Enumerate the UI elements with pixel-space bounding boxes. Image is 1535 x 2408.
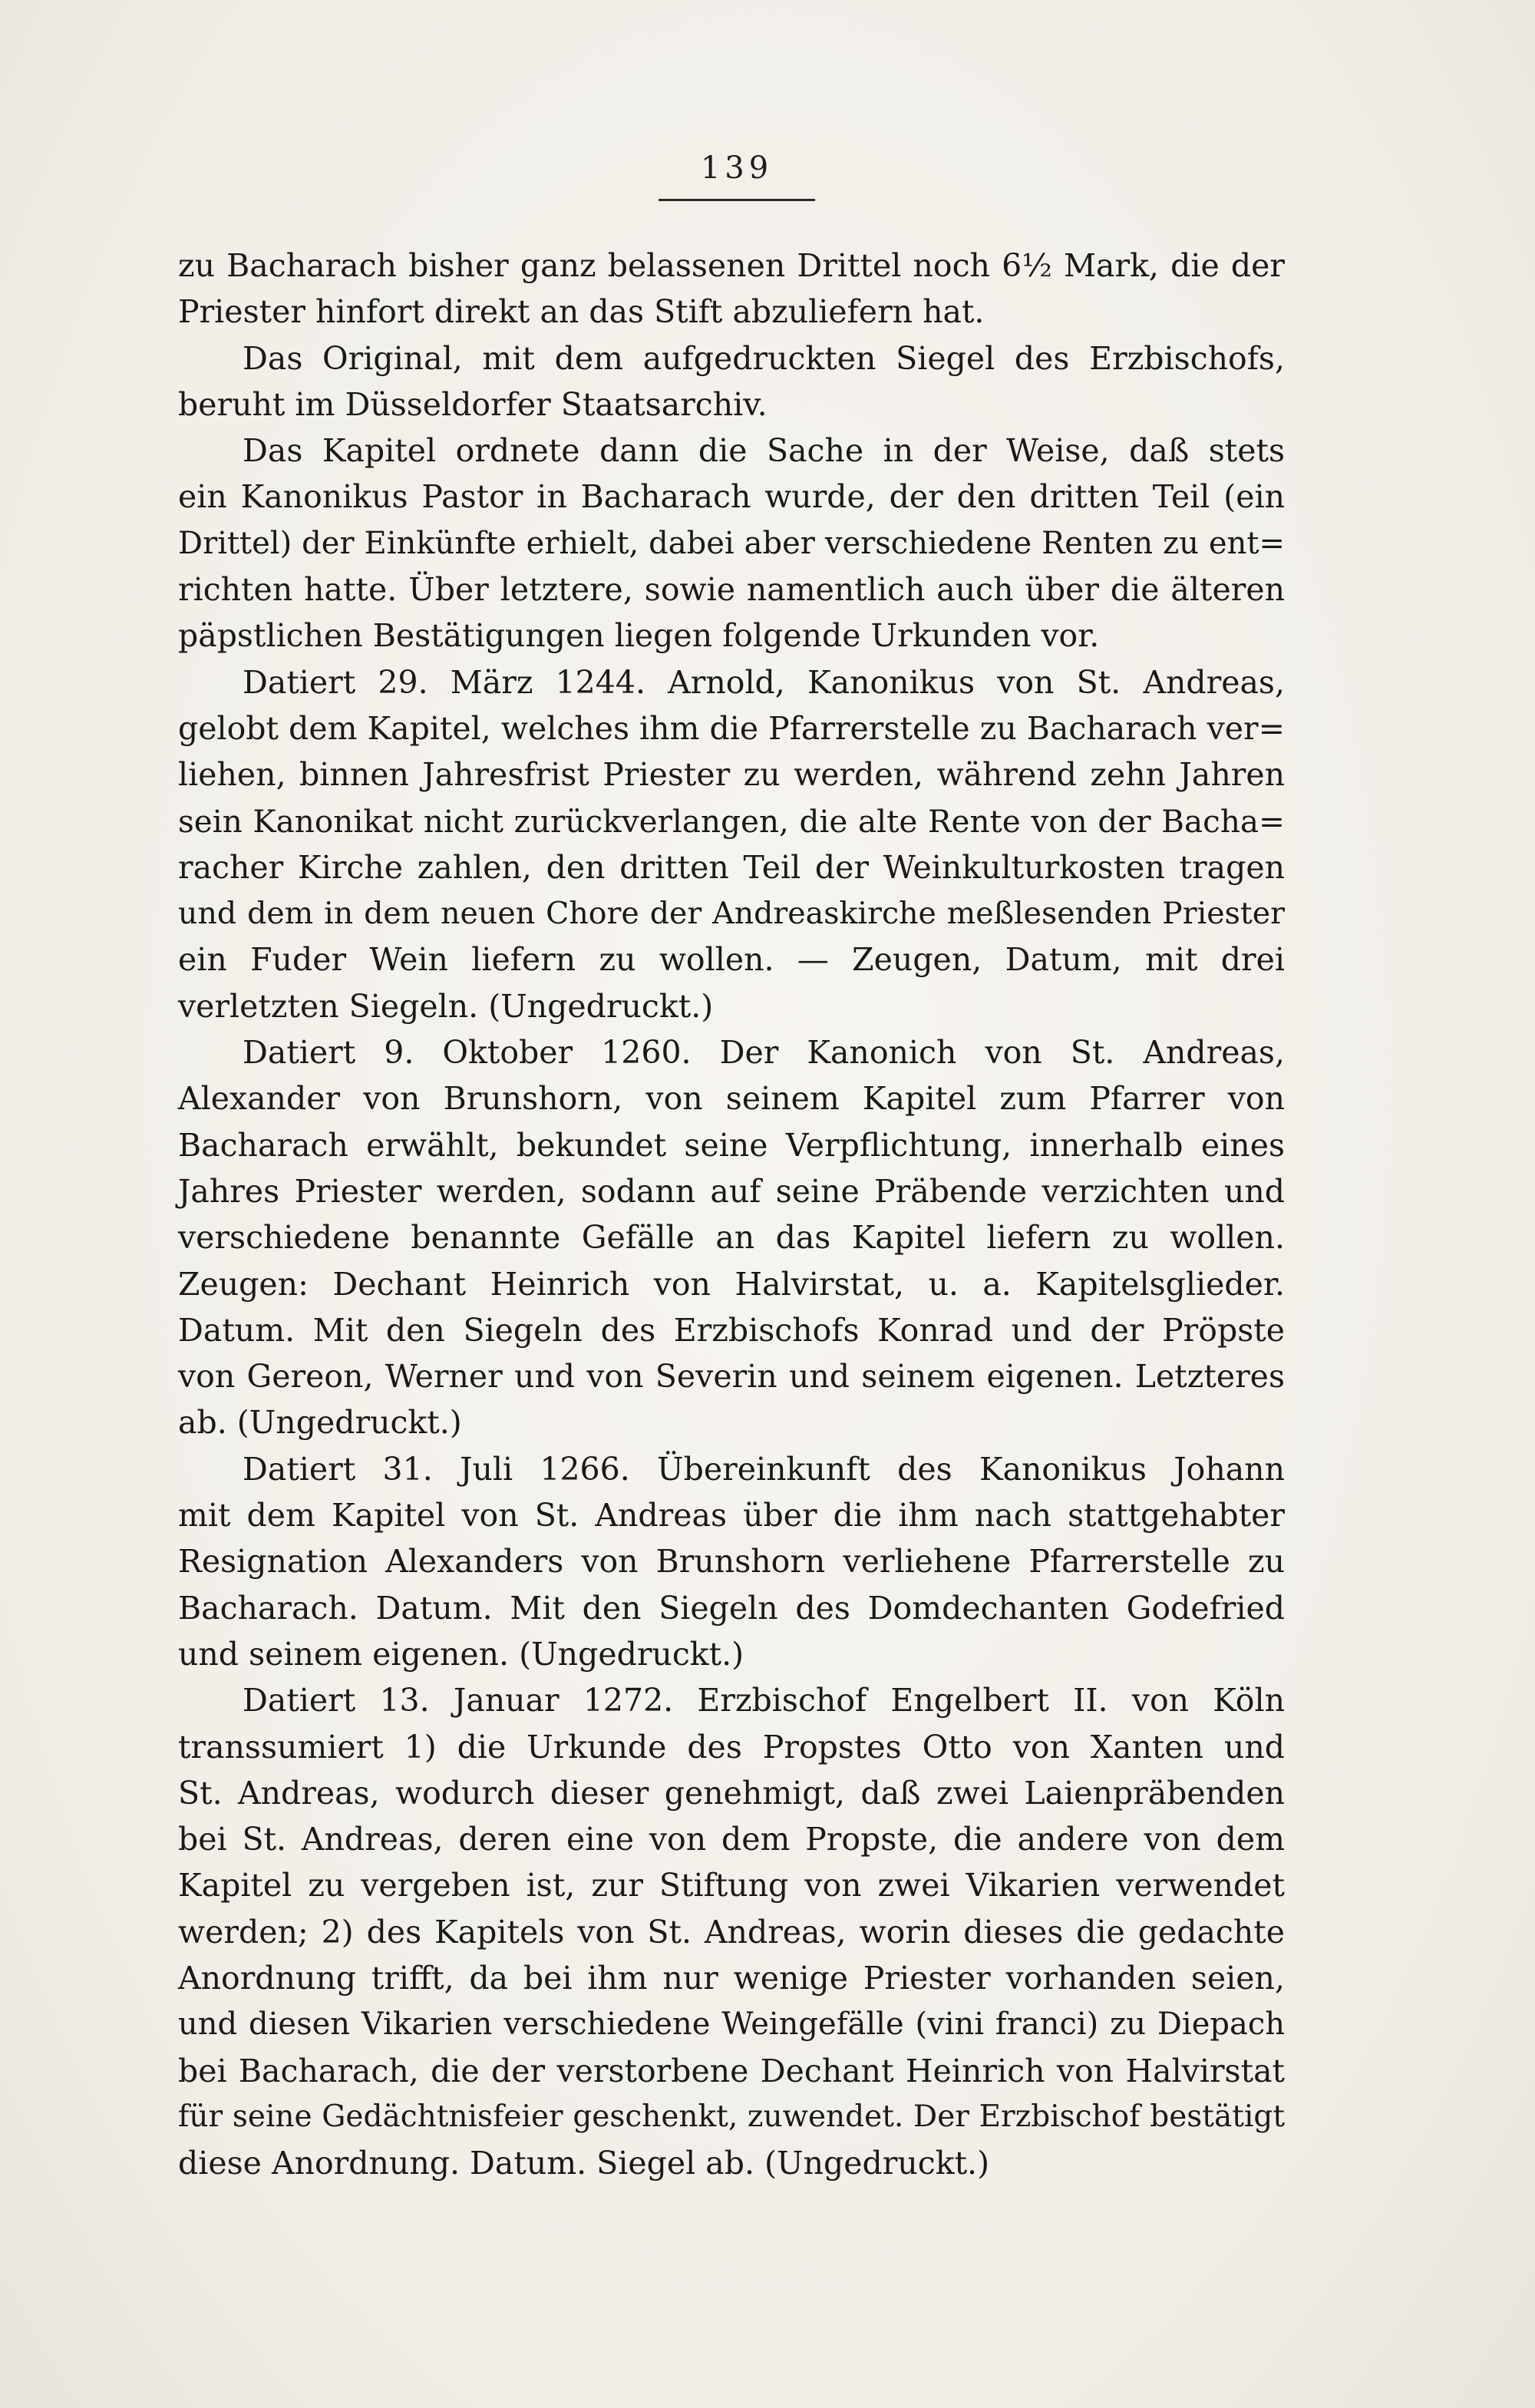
text-line: und seinem eigenen. (Ungedruckt.) bbox=[178, 1635, 744, 1673]
text-line: Jahres Priester werden, sodann auf seine Präbende verzichten und bbox=[178, 1172, 1285, 1210]
text-line: ab. (Ungedruckt.) bbox=[178, 1404, 462, 1442]
text-line: Anordnung trifft, da bei ihm nur wenige Priester vorhanden seien, bbox=[178, 1959, 1285, 1997]
text-line: Datiert 9. Oktober 1260. Der Kanonich von St. Andreas, bbox=[243, 1034, 1285, 1072]
text-line: Resignation Alexanders von Brunshorn verliehene Pfarrerstelle zu bbox=[178, 1543, 1285, 1581]
text-line: ein Fuder Wein liefern zu wollen. — Zeugen, Datum, mit drei bbox=[178, 941, 1285, 979]
text-line: verschiedene benannte Gefälle an das Kapitel liefern zu wollen. bbox=[178, 1219, 1285, 1257]
text-line: verletzten Siegeln. (Ungedruckt.) bbox=[178, 987, 714, 1025]
text-line: mit dem Kapitel von St. Andreas über die ihm nach stattgehabter bbox=[178, 1497, 1285, 1534]
page-number: 139 bbox=[700, 150, 774, 186]
text-line: Das Kapitel ordnete dann die Sache in der Weise, daß stets bbox=[243, 432, 1285, 470]
text-line: und diesen Vikarien verschiedene Weingefälle (vini franci) zu Diepach bbox=[178, 2007, 1285, 2043]
text-line: St. Andreas, wodurch dieser genehmigt, daß zwei Laienpräbenden bbox=[178, 1774, 1285, 1812]
text-line: Datiert 29. März 1244. Arnold, Kanonikus von St. Andreas, bbox=[243, 663, 1285, 701]
text-line: Bacharach. Datum. Mit den Siegeln des Domdechanten Godefried bbox=[178, 1589, 1285, 1627]
text-line: Zeugen: Dechant Heinrich von Halvirstat, u. a. Kapitelsglieder. bbox=[178, 1265, 1285, 1303]
text-line: Priester hinfort direkt an das Stift abzuliefern hat. bbox=[178, 293, 985, 331]
page-number-rule bbox=[659, 199, 815, 201]
text-line: diese Anordnung. Datum. Siegel ab. (Ungedruckt.) bbox=[178, 2145, 990, 2182]
text-line: und dem in dem neuen Chore der Andreaskirche meßlesenden Priester bbox=[178, 896, 1285, 932]
text-line: zu Bacharach bisher ganz belassenen Drittel noch 6½ Mark, die der bbox=[178, 247, 1285, 284]
text-line: transsumiert 1) die Urkunde des Propstes Otto von Xanten und bbox=[178, 1728, 1285, 1766]
text-line: Das Original, mit dem aufgedruckten Siegel des Erzbischofs, bbox=[243, 339, 1285, 377]
text-line: richten hatte. Über letztere, sowie namentlich auch über die älteren bbox=[178, 571, 1285, 609]
text-line: gelobt dem Kapitel, welches ihm die Pfarrerstelle zu Bacharach ver= bbox=[178, 709, 1285, 747]
text-line: ein Kanonikus Pastor in Bacharach wurde, der den dritten Teil (ein bbox=[178, 478, 1285, 516]
text-line: beruht im Düsseldorfer Staatsarchiv. bbox=[178, 385, 768, 423]
text-line: Drittel) der Einkünfte erhielt, dabei aber verschiedene Renten zu ent= bbox=[178, 525, 1285, 561]
text-line: werden; 2) des Kapitels von St. Andreas, worin dieses die gedachte bbox=[178, 1913, 1285, 1951]
text-line: bei St. Andreas, deren eine von dem Propste, die andere von dem bbox=[178, 1821, 1285, 1858]
body-text bbox=[178, 243, 1285, 2186]
text-line: racher Kirche zahlen, den dritten Teil der Weinkulturkosten tragen bbox=[178, 848, 1285, 886]
text-line: Alexander von Brunshorn, von seinem Kapitel zum Pfarrer von bbox=[178, 1080, 1285, 1118]
text-line: Datiert 13. Januar 1272. Erzbischof Engelbert II. von Köln bbox=[243, 1682, 1285, 1719]
text-line: sein Kanonikat nicht zurückverlangen, die alte Rente von der Bacha= bbox=[178, 802, 1285, 840]
text-line: liehen, binnen Jahresfrist Priester zu werden, während zehn Jahren bbox=[178, 756, 1285, 794]
text-line: von Gereon, Werner und von Severin und seinem eigenen. Letzteres bbox=[178, 1358, 1285, 1396]
text-line: Datiert 31. Juli 1266. Übereinkunft des Kanonikus Johann bbox=[243, 1450, 1285, 1488]
text-line: Datum. Mit den Siegeln des Erzbischofs Konrad und der Pröpste bbox=[178, 1311, 1285, 1349]
text-line: päpstlichen Bestätigungen liegen folgende Urkunden vor. bbox=[178, 617, 1100, 655]
text-line: bei Bacharach, die der verstorbene Dechant Heinrich von Halvirstat bbox=[178, 2052, 1285, 2089]
text-line: für seine Gedächtnisfeier geschenkt, zuwendet. Der Erzbischof bestätigt bbox=[178, 2099, 1285, 2134]
text-line: Kapitel zu vergeben ist, zur Stiftung von zwei Vikarien verwendet bbox=[178, 1867, 1285, 1904]
text-line: Bacharach erwählt, bekundet seine Verpflichtung, innerhalb eines bbox=[178, 1126, 1285, 1164]
